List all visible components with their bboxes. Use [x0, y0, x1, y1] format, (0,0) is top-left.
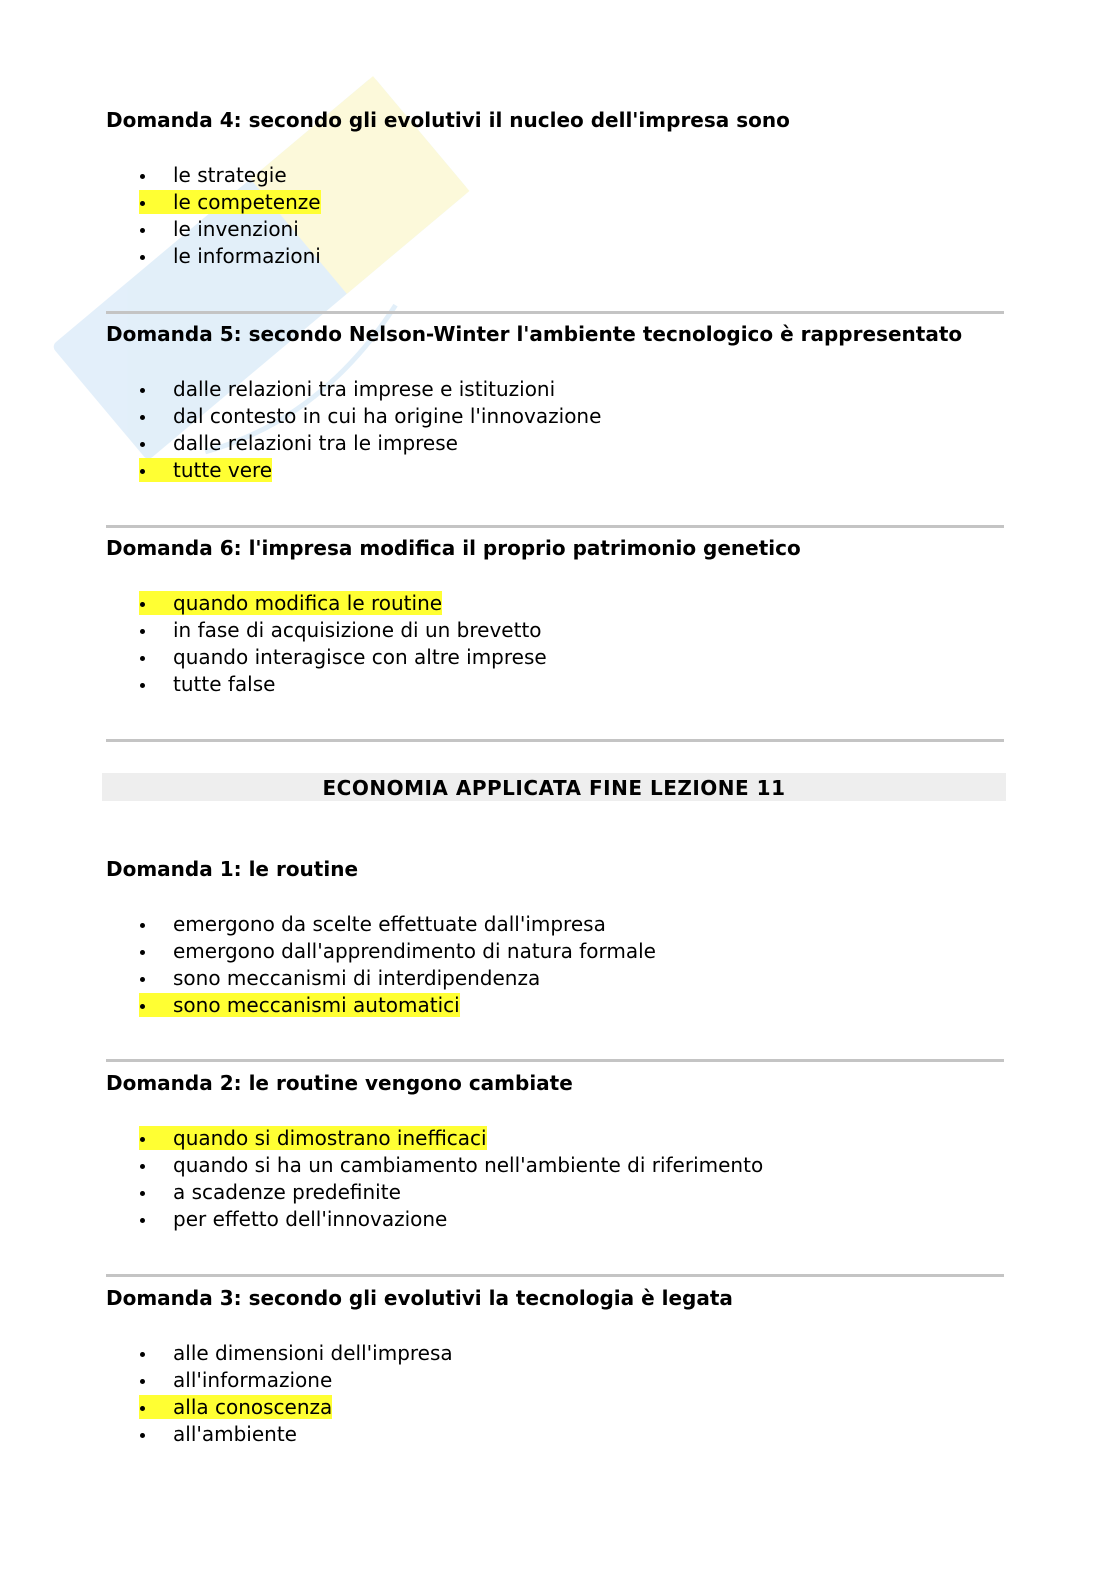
- question-title: Domanda 3: secondo gli evolutivi la tecnologia è legata: [106, 1286, 733, 1310]
- answer-text: quando modifica le routine: [173, 591, 443, 615]
- answer-option: [106, 1179, 1006, 1206]
- answer-option: [106, 243, 1006, 270]
- bullet-icon: [140, 977, 145, 982]
- question-block: [106, 1286, 1006, 1448]
- answer-option: [106, 430, 1006, 457]
- bullet-icon: [140, 683, 145, 688]
- answer-option-correct: [106, 1394, 1006, 1421]
- answer-option: [106, 965, 1006, 992]
- answer-text: all'informazione: [173, 1368, 333, 1392]
- answer-text: le informazioni: [173, 244, 321, 268]
- question-title: Domanda 6: l'impresa modifica il proprio patrimonio genetico: [106, 536, 801, 560]
- answer-option: [106, 216, 1006, 243]
- bullet-icon: [140, 1406, 145, 1411]
- answer-option: [106, 1421, 1006, 1448]
- answer-text: tutte false: [173, 672, 276, 696]
- bullet-icon: [140, 1379, 145, 1384]
- answer-text: dal contesto in cui ha origine l'innovazione: [173, 404, 602, 428]
- divider: [106, 311, 1004, 314]
- answer-option: [106, 911, 1006, 938]
- answer-option: [106, 617, 1006, 644]
- answer-text: sono meccanismi automatici: [173, 993, 460, 1017]
- divider: [106, 525, 1004, 528]
- question-block: [106, 108, 1006, 270]
- answer-option-correct: [106, 457, 1006, 484]
- answer-option: [106, 938, 1006, 965]
- bullet-icon: [140, 388, 145, 393]
- answer-option-correct: [106, 1125, 1006, 1152]
- answer-text: emergono dall'apprendimento di natura formale: [173, 939, 656, 963]
- question-block: [106, 1071, 1006, 1233]
- bullet-icon: [140, 415, 145, 420]
- question-title: Domanda 5: secondo Nelson-Winter l'ambiente tecnologico è rappresentato: [106, 322, 963, 346]
- answer-text: dalle relazioni tra le imprese: [173, 431, 458, 455]
- bullet-icon: [140, 629, 145, 634]
- answer-option-correct: [106, 992, 1006, 1019]
- answer-option: [106, 403, 1006, 430]
- bullet-icon: [140, 174, 145, 179]
- question-block: [106, 322, 1006, 484]
- bullet-icon: [140, 1137, 145, 1142]
- bullet-icon: [140, 255, 145, 260]
- question-title: Domanda 2: le routine vengono cambiate: [106, 1071, 573, 1095]
- bullet-icon: [140, 228, 145, 233]
- answer-text: all'ambiente: [173, 1422, 297, 1446]
- answer-option-correct: [106, 189, 1006, 216]
- answer-text: a scadenze predefinite: [173, 1180, 401, 1204]
- answer-list: [106, 1340, 1006, 1448]
- answer-text: quando si dimostrano inefficaci: [173, 1126, 487, 1150]
- bullet-icon: [140, 1218, 145, 1223]
- bullet-icon: [140, 1164, 145, 1169]
- bullet-icon: [140, 469, 145, 474]
- answer-option: [106, 1206, 1006, 1233]
- bullet-icon: [140, 923, 145, 928]
- bullet-icon: [140, 950, 145, 955]
- section-title: ECONOMIA APPLICATA FINE LEZIONE 11: [102, 773, 1006, 801]
- answer-option: [106, 1340, 1006, 1367]
- answer-text: alla conoscenza: [173, 1395, 333, 1419]
- bullet-icon: [140, 1352, 145, 1357]
- answer-text: quando si ha un cambiamento nell'ambiente di riferimento: [173, 1153, 764, 1177]
- divider: [106, 1274, 1004, 1277]
- answer-text: per effetto dell'innovazione: [173, 1207, 448, 1231]
- divider: [106, 1059, 1004, 1062]
- question-block: [106, 857, 1006, 1019]
- bullet-icon: [140, 602, 145, 607]
- divider: [106, 739, 1004, 742]
- answer-text: sono meccanismi di interdipendenza: [173, 966, 541, 990]
- answer-text: emergono da scelte effettuate dall'impresa: [173, 912, 606, 936]
- bullet-icon: [140, 656, 145, 661]
- answer-text: le strategie: [173, 163, 287, 187]
- answer-list: [106, 162, 1006, 270]
- answer-list: [106, 376, 1006, 484]
- question-block: [106, 536, 1006, 698]
- answer-text: quando interagisce con altre imprese: [173, 645, 547, 669]
- answer-text: alle dimensioni dell'impresa: [173, 1341, 453, 1365]
- answer-option: [106, 376, 1006, 403]
- answer-option: [106, 644, 1006, 671]
- bullet-icon: [140, 1191, 145, 1196]
- bullet-icon: [140, 1004, 145, 1009]
- question-title: Domanda 1: le routine: [106, 857, 359, 881]
- answer-list: [106, 911, 1006, 1019]
- answer-list: [106, 590, 1006, 698]
- answer-text: le competenze: [173, 190, 321, 214]
- answer-text: le invenzioni: [173, 217, 299, 241]
- answer-option: [106, 1367, 1006, 1394]
- answer-option: [106, 671, 1006, 698]
- answer-option-correct: [106, 590, 1006, 617]
- answer-list: [106, 1125, 1006, 1233]
- bullet-icon: [140, 1433, 145, 1438]
- bullet-icon: [140, 442, 145, 447]
- answer-text: in fase di acquisizione di un brevetto: [173, 618, 542, 642]
- answer-option: [106, 162, 1006, 189]
- answer-text: dalle relazioni tra imprese e istituzioni: [173, 377, 556, 401]
- answer-option: [106, 1152, 1006, 1179]
- question-title: Domanda 4: secondo gli evolutivi il nucleo dell'impresa sono: [106, 108, 790, 132]
- answer-text: tutte vere: [173, 458, 273, 482]
- bullet-icon: [140, 201, 145, 206]
